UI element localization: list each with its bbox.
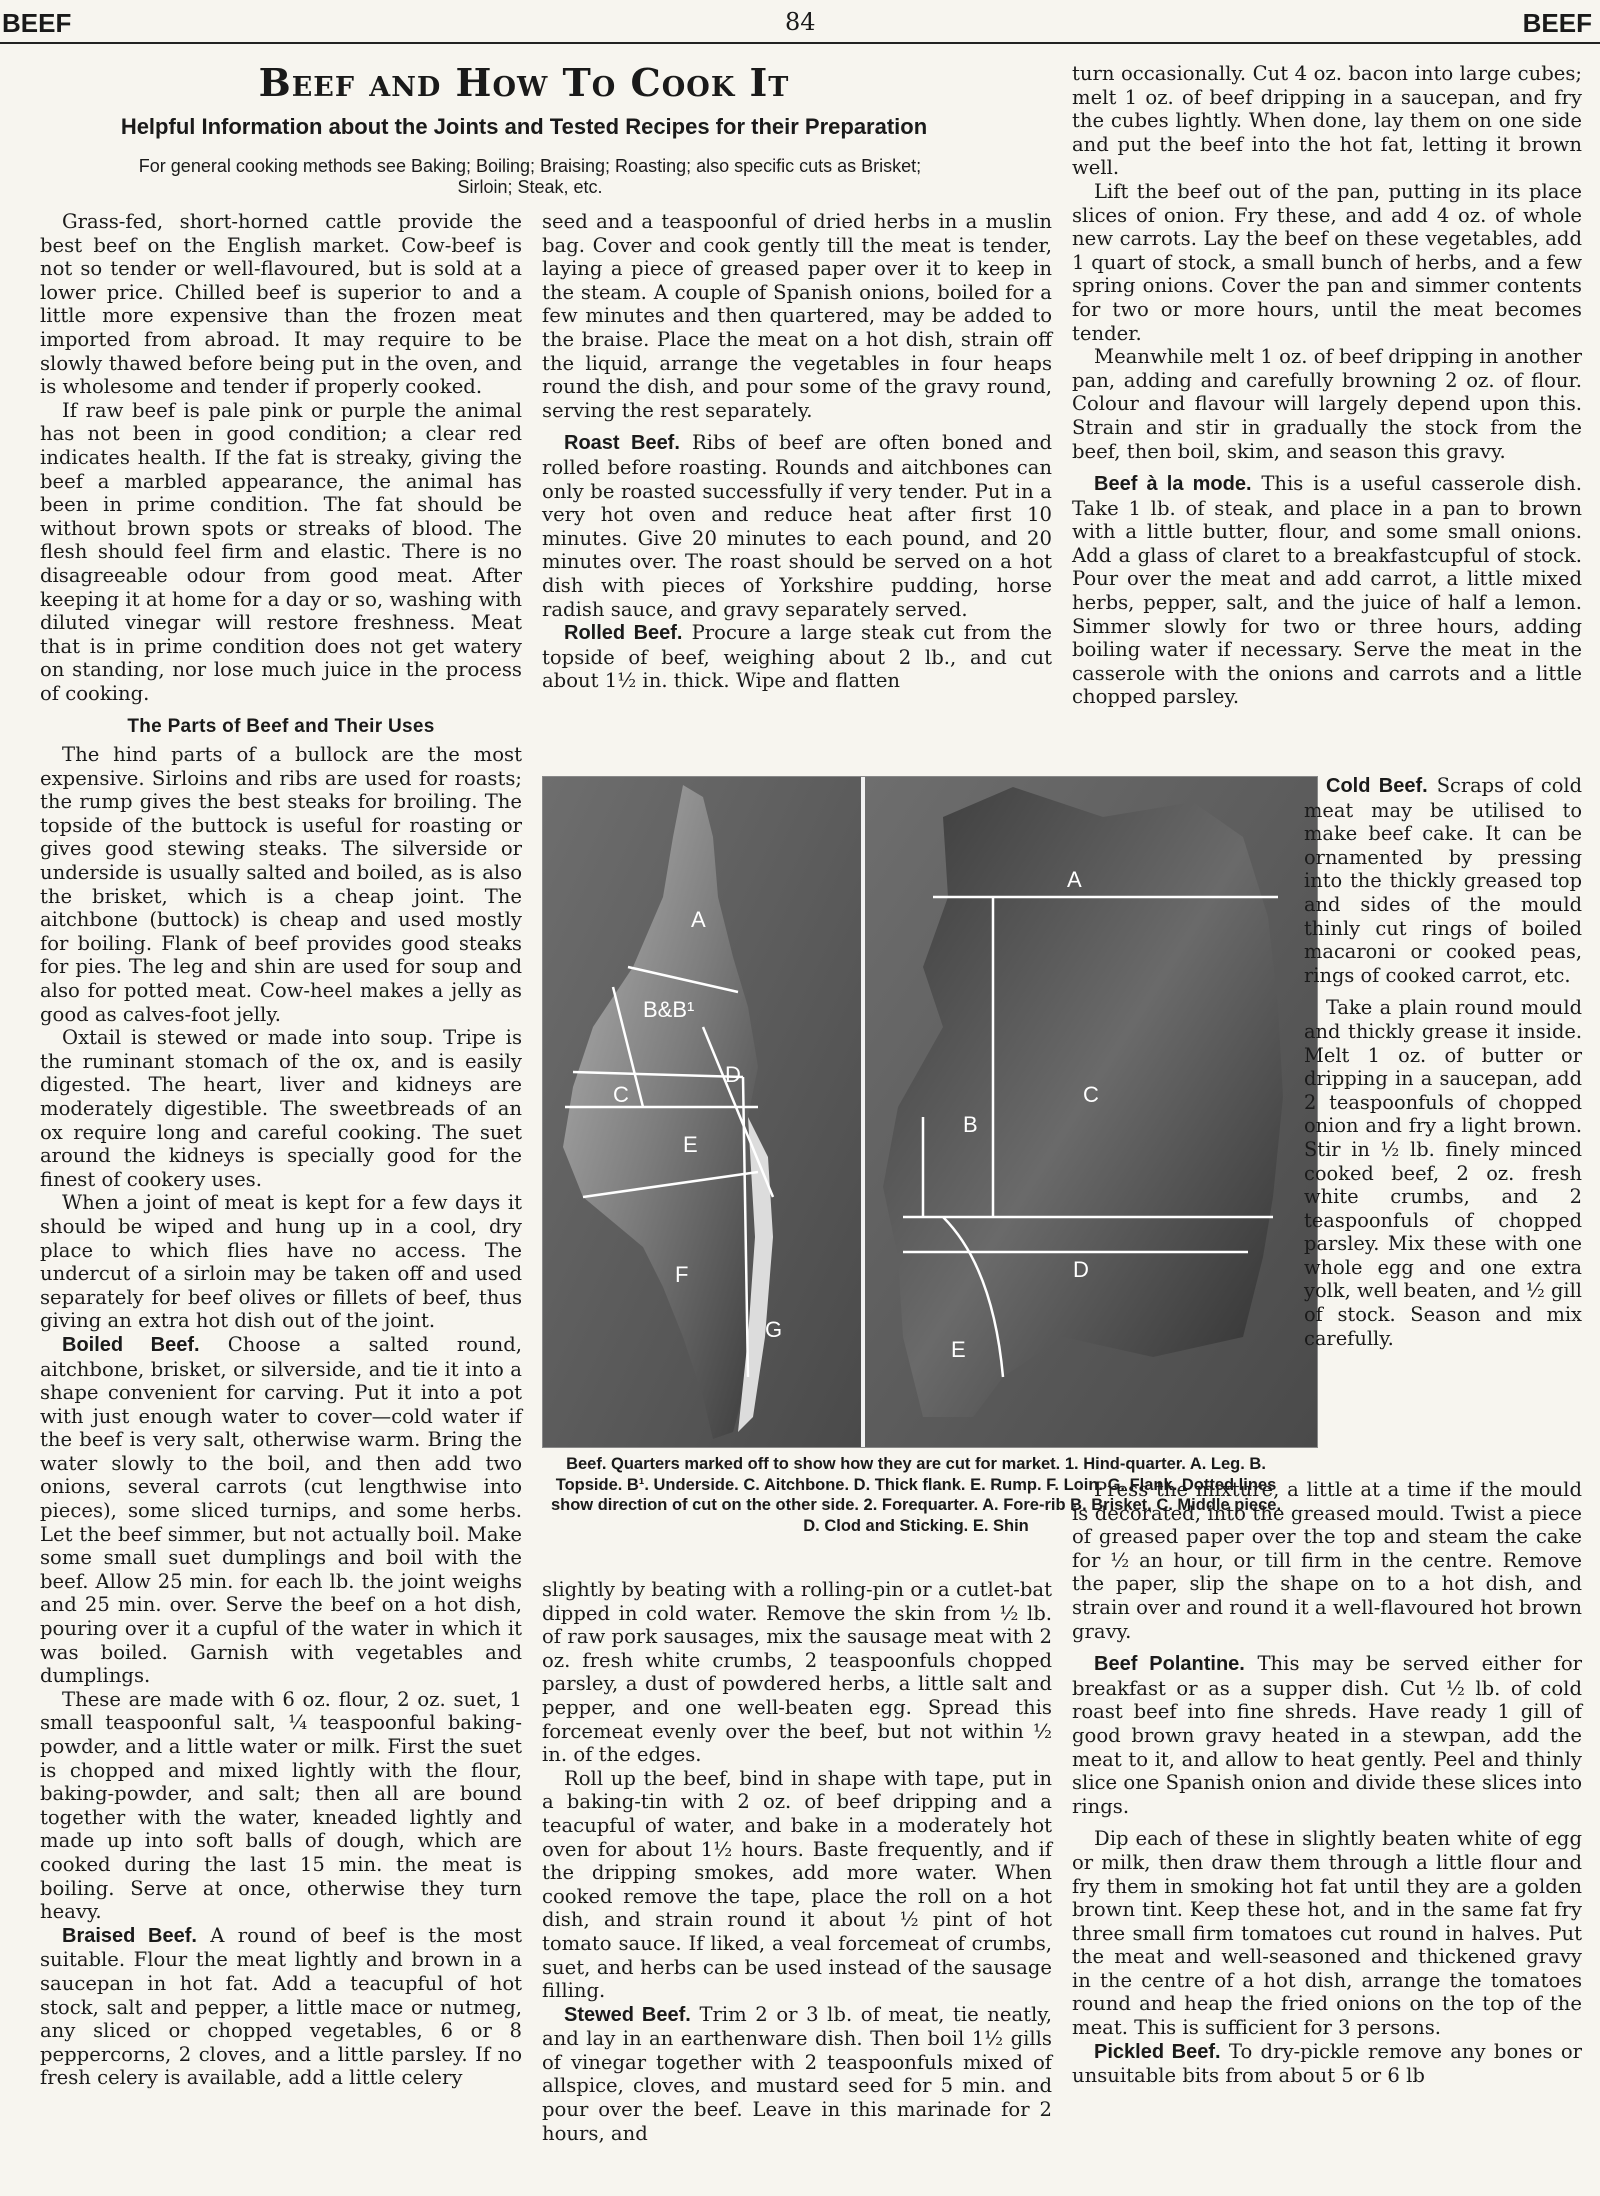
column-2-bottom <box>542 1578 1052 2145</box>
column-3-bottom <box>1072 1478 1582 2088</box>
fore-label-a: A <box>1067 867 1082 892</box>
column-1 <box>40 210 522 2090</box>
recipe-stewed-beef <box>542 2003 1052 2146</box>
fore-label-c: C <box>1083 1082 1099 1107</box>
recipe-braised-beef <box>40 1924 522 2090</box>
hind-label-c: C <box>613 1082 629 1107</box>
recipe-text: To dry-pickle remove any bones or unsuitable bits from about 5 or 6 lb <box>1072 2039 1582 2088</box>
paragraph: When a joint of meat is kept for a few days it should be wiped and hung up in a cool, dry place to which flies have no access. The undercut of a sirloin may be taken off and used separately for beef olives or fillets of beef, thus giving an extra hot dish out of the joint. <box>40 1191 522 1333</box>
paragraph: Lift the beef out of the pan, putting in its place slices of onion. Fry these, and add 4 oz. of whole new carrots. Lay the beef on these vegetables, add 1 quart of stock, a small bunch of herbs, and a few spring onions. Cover the pan and simmer contents for two or more hours, until the meat becomes tender. <box>1072 179 1582 345</box>
paragraph: If raw beef is pale pink or purple the animal has not been in good condition; a clear red indicates health. If the fat is streaky, giving the beef a marbled appearance, the animal has been in prime condition. The fat should be without brown spots or streaks of blood. The flesh should feel firm and elastic. There is no disagreeable odour from good meat. After keeping it at home for a day or so, washing with diluted vinegar will restore freshness. Meat that is in prime condition does not get watery on standing, nor lose much juice in the process of cooking. <box>40 398 522 705</box>
figure-caption: Beef. Quarters marked off to show how they are cut for market. 1. Hind-quarter. A. Leg. B. Topside. B¹. Underside. C. Aitchbone. D. Thick flank. E. Rump. F. Loin. G. Flank. Dotted lines show direction of cut on the other side. 2. Forequarter. A. Fore-rib B. Brisket. C. Middle piece. D. Clod and Sticking. E. Shin <box>550 1455 1282 1535</box>
paragraph: slightly by beating with a rolling-pin or a cutlet-bat dipped in cold water. Remove the skin from ½ lb. of raw pork sausages, mix the sausage meat with 2 oz. fresh white crumbs, 2 teaspoonfuls chopped parsley, a dust of powdered herbs, a little salt and pepper, and one well-beaten egg. Spread this forcemeat evenly over the beef, but not within ½ in. of the edges. <box>542 1578 1052 1767</box>
recipe-heading: Pickled Beef. <box>1094 2040 1221 2063</box>
section-heading-parts: The Parts of Beef and Their Uses <box>127 716 435 738</box>
recipe-heading: Rolled Beef. <box>564 622 683 645</box>
photo-divider <box>861 777 865 1447</box>
recipe-text: Trim 2 or 3 lb. of meat, tie neatly, and lay in an earthenware dish. Then boil 1½ gills of vinegar together with 2 teaspoonfuls mixed of allspice, cloves, and mustard seed for 5 min. and pour over the beef. Leave in this marinade for 2 hours, and <box>542 2002 1053 2145</box>
recipe-text: Scraps of cold meat may be utilised to make beef cake. It can be ornamented by pressing into the thickly greased top and sides of the mould thinly cut rings of boiled macaroni or cooked peas, rings of cooked carrot, etc. <box>1304 774 1582 987</box>
fore-label-d: D <box>1073 1257 1089 1282</box>
hind-label-g: G <box>765 1317 783 1342</box>
paragraph: Dip each of these in slightly beaten white of egg or milk, then draw them through a little flour and fry them in smoking hot fat until they are a golden brown tint. Keep these hot, and in the same fat fry three small firm tomatoes cut round in halves. Put the meat and well-seasoned and thickened gravy in the centre of a hot dish, arrange the tomatoes round and heap the fried onions on the top of the meat. This is sufficient for 3 persons. <box>1072 1827 1582 2040</box>
paragraph: turn occasionally. Cut 4 oz. bacon into large cubes; melt 1 oz. of beef dripping in a saucepan, and fry the cubes lightly. When done, lay them on one side and put the beef into the hot fat, letting it brown well. <box>1072 62 1582 180</box>
header-rule <box>0 42 1600 44</box>
column-3-narrow <box>1304 774 1582 1350</box>
recipe-beef-a-la-mode <box>1072 472 1582 709</box>
article-title: Beef and How To Cook It <box>258 60 790 105</box>
paragraph: Meanwhile melt 1 oz. of beef dripping in another pan, adding and carefully browning 2 oz. of flour. Colour and flavour will largely depend upon this. Strain and stir in gradually the stock from the beef, then boil, skim, and season this gravy. <box>1072 345 1582 463</box>
column-2-top <box>542 210 1052 693</box>
recipe-rolled-beef <box>542 621 1052 693</box>
paragraph: Take a plain round mould and thickly grease it inside. Melt 1 oz. of butter or dripping in a saucepan, add 2 teaspoonfuls of chopped onion and fry a light brown. Stir in ½ lb. finely minced cooked beef, 2 oz. fresh white crumbs, and 2 teaspoonfuls of chopped parsley. Mix these with one whole egg and one extra yolk, well beaten, and ½ gill of stock. Season and mix carefully. <box>1304 996 1582 1350</box>
recipe-heading: Cold Beef. <box>1326 775 1428 797</box>
recipe-heading: Stewed Beef. <box>564 2003 691 2026</box>
hind-label-b-b1: B&B¹ <box>643 997 695 1022</box>
hind-label-f: F <box>675 1262 689 1287</box>
hind-label-e: E <box>683 1132 698 1157</box>
paragraph: The hind parts of a bullock are the most expensive. Sirloins and ribs are used for roasts; the rump gives the best steaks for broiling. The topside of the buttock is useful for roasting or gives good stewing steaks. The silverside or underside is usually salted and boiled, as is also the brisket, which is a cheap joint. The aitchbone (buttock) is cheap and used mostly for boiling. Flank of beef provides good steaks for pies. The leg and shin are used for soup and also for potted meat. Cow-heel makes a jelly as good as calves-foot jelly. <box>40 743 522 1026</box>
recipe-heading: Roast Beef. <box>564 432 680 455</box>
recipe-text: Ribs of beef are often boned and rolled before roasting. Rounds and aitchbones can only be roasted successfully if very tender. Put in a very hot oven and reduce heat after first 10 minutes. Give 20 minutes to each pound, and 20 minutes over. The roast should be served on a hot dish with pieces of Yorkshire pudding, horse radish sauce, and gravy separately served. <box>542 431 1052 621</box>
fore-label-e: E <box>951 1337 966 1362</box>
recipe-beef-polantine <box>1072 1652 1582 1818</box>
recipe-heading: Beef Polantine. <box>1094 1653 1245 1676</box>
beef-quarters-illustration <box>543 777 1317 1447</box>
recipe-heading: Boiled Beef. <box>62 1333 200 1356</box>
hind-label-a: A <box>691 907 706 932</box>
recipe-pickled-beef <box>1072 2040 1582 2088</box>
paragraph: Oxtail is stewed or made into soup. Tripe is the ruminant stomach of the ox, and is easily digested. The heart, liver and kidneys are moderately digestible. The sweetbreads of an ox require long and careful cooking. The suet around the kidneys is specially good for the finest of cookery uses. <box>40 1026 522 1191</box>
recipe-heading: Braised Beef. <box>62 1924 197 1947</box>
paragraph: Roll up the beef, bind in shape with tape, put in a baking-tin with 2 oz. of beef dripping and a teacupful of water, and bake in a moderately hot oven for about 1½ hours. Baste frequently, and if the dripping smokes, add more water. When cooked remove the tape, place the roll on a hot dish, and strain round it about ½ pint of hot tomato sauce. If liked, a veal forcemeat of crumbs, suet, and herbs can be used instead of the sausage filling. <box>542 1766 1052 2003</box>
running-head-left: BEEF <box>2 8 72 38</box>
article-subtitle: Helpful Information about the Joints and Tested Recipes for their Preparation <box>120 114 928 139</box>
column-3-top <box>1072 62 1582 709</box>
recipe-text: This may be served either for breakfast or as a supper dish. Cut ½ lb. of cold roast beef into fine shreds. Have ready 1 gill of good brown gravy heated in a stewpan, add the meat to it, and allow to heat gently. Peel and thinly slice one Spanish onion and divide these slices into rings. <box>1072 1652 1582 1818</box>
recipe-text: Procure a large steak cut from the topside of beef, weighing about 2 lb., and cut about 1½ in. thick. Wipe and flatten <box>542 621 1052 693</box>
recipe-text: A round of beef is the most suitable. Flour the meat lightly and brown in a saucepan in hot fat. Add a teacupful of hot stock, salt and pepper, a little mace or nutmeg, any sliced or chopped vegetables, 6 or 8 peppercorns, 2 cloves, and a little parsley. If no fresh celery is available, add a little celery <box>40 1923 522 2090</box>
paragraph: Grass-fed, short-horned cattle provide the best beef on the English market. Cow-beef is not so tender or well-flavoured, but is sold at a lower price. Chilled beef is superior to and a little more expensive than the frozen meat imported from abroad. It may require to be slowly thawed before being put in the oven, and is wholesome and tender if properly cooked. <box>40 210 522 399</box>
recipe-boiled-beef <box>40 1333 522 1688</box>
cross-reference-note: For general cooking methods see Baking; Boiling; Braising; Roasting; also specific cuts as Brisket; Sirloin; Steak, etc. <box>138 156 922 197</box>
recipe-text: This is a useful casserole dish. Take 1 lb. of steak, and place in a pan to brown with a little butter, flour, and some small onions. Add a glass of claret to a breakfastcupful of stock. Pour over the meat and add carrot, a little mixed herbs, pepper, salt, and the juice of half a lemon. Simmer slowly for two or three hours, adding boiling water if necessary. Serve the meat in the casserole with the onions and carrots and a little chopped parsley. <box>1072 472 1582 709</box>
page-number: 84 <box>785 8 816 36</box>
paragraph: seed and a teaspoonful of dried herbs in a muslin bag. Cover and cook gently till the meat is tender, laying a piece of greased paper over it to keep in the steam. A couple of Spanish onions, boiled for a few minutes and then quartered, may be added to the braise. Place the meat on a hot dish, strain off the liquid, arrange the vegetables in four heaps round the dish, and pour some of the gravy round, serving the rest separately. <box>542 210 1052 422</box>
running-head-right: BEEF <box>1522 8 1592 38</box>
recipe-roast-beef <box>542 431 1052 621</box>
recipe-heading: Beef à la mode. <box>1094 473 1252 496</box>
beef-quarters-photo <box>542 776 1318 1448</box>
paragraph: Press the mixture, a little at a time if the mould is decorated, into the greased mould. Twist a piece of greased paper over the top and steam the cake for ½ an hour, or till firm in the centre. Remove the paper, slip the shape on to a hot dish, and strain over and round it a well-flavoured hot brown gravy. <box>1072 1478 1582 1643</box>
recipe-text: Choose a salted round, aitchbone, brisket, or silverside, and tie it into a shape convenient for carving. Put it into a pot with just enough water to cover—cold water if the beef is very salt, otherwise warm. Bring the water slowly to the boil, and then add two onions, several carrots (cut lengthwise into pieces), some sliced turnips, and some herbs. Let the beef simmer, but not actually boil. Make some small suet dumplings and boil with the beef. Allow 25 min. for each lb. the joint weighs and 25 min. over. Serve the beef on a hot dish, pouring over it a cupful of the water in which it was boiled. Garnish with vegetables and dumplings. <box>40 1332 522 1688</box>
recipe-cold-beef <box>1304 774 1582 987</box>
hind-label-d: D <box>725 1062 741 1087</box>
fore-label-b: B <box>963 1112 978 1137</box>
paragraph: These are made with 6 oz. flour, 2 oz. suet, 1 small teaspoonful salt, ¼ teaspoonful baking-powder, and a little water or milk. First the suet is chopped and mixed lightly with the flour, baking-powder, and salt; then all are bound together with the water, kneaded lightly and made up into soft balls of dough, which are cooked during the last 15 min. the meat is boiling. Serve at once, otherwise they turn heavy. <box>40 1687 522 1924</box>
